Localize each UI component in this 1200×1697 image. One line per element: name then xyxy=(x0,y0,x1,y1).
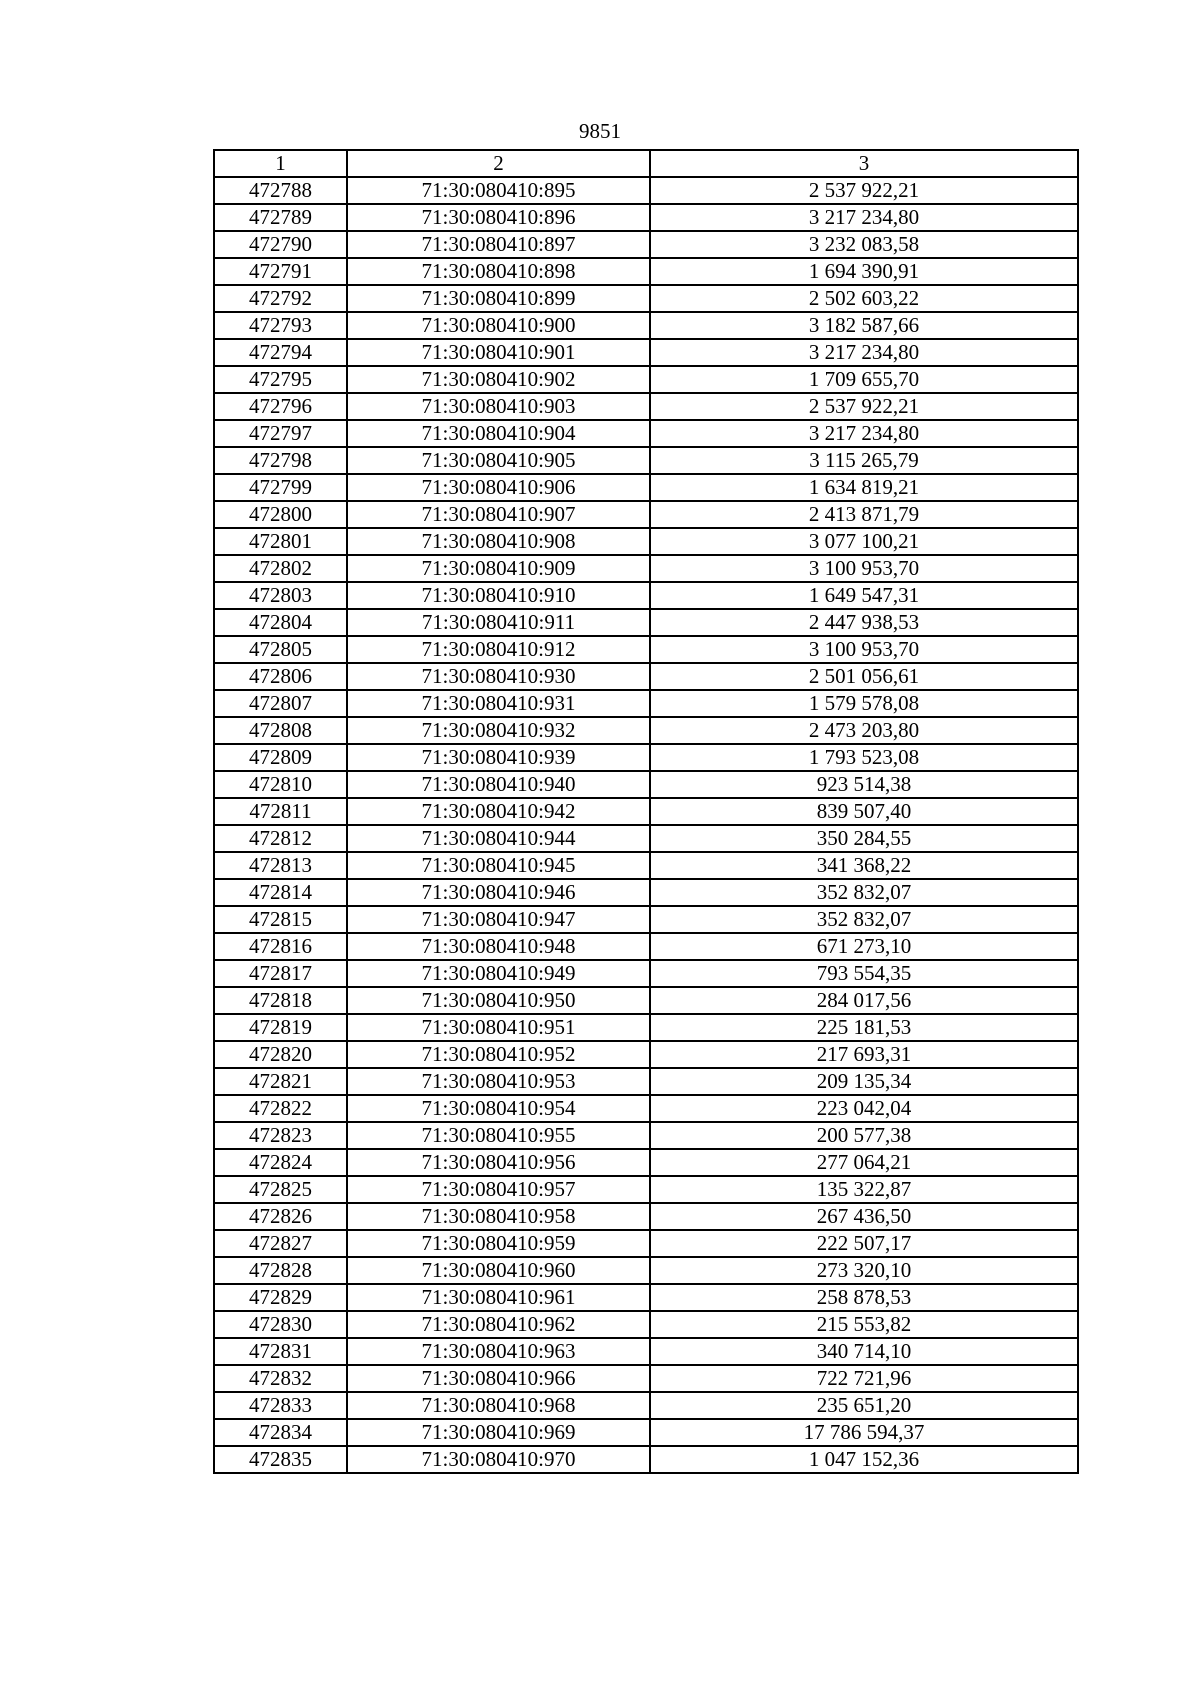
table-row xyxy=(214,204,1078,231)
row-number-cell: 472792 xyxy=(214,285,347,312)
value-cell: 352 832,07 xyxy=(650,879,1078,906)
cadastral-number-cell: 71:30:080410:902 xyxy=(347,366,650,393)
row-number-cell: 472803 xyxy=(214,582,347,609)
cadastral-number-cell: 71:30:080410:899 xyxy=(347,285,650,312)
cadastral-number-cell: 71:30:080410:958 xyxy=(347,1203,650,1230)
table-row xyxy=(214,906,1078,933)
cadastral-number-cell: 71:30:080410:908 xyxy=(347,528,650,555)
cadastral-number-cell: 71:30:080410:954 xyxy=(347,1095,650,1122)
cadastral-number-cell: 71:30:080410:949 xyxy=(347,960,650,987)
value-cell: 135 322,87 xyxy=(650,1176,1078,1203)
table-row xyxy=(214,744,1078,771)
cadastral-number-cell: 71:30:080410:966 xyxy=(347,1365,650,1392)
cadastral-number-cell: 71:30:080410:957 xyxy=(347,1176,650,1203)
table-row xyxy=(214,852,1078,879)
table-row xyxy=(214,1176,1078,1203)
cadastral-number-cell: 71:30:080410:895 xyxy=(347,177,650,204)
value-cell: 1 709 655,70 xyxy=(650,366,1078,393)
cadastral-number-cell: 71:30:080410:960 xyxy=(347,1257,650,1284)
value-cell: 225 181,53 xyxy=(650,1014,1078,1041)
row-number-cell: 472813 xyxy=(214,852,347,879)
value-cell: 3 217 234,80 xyxy=(650,339,1078,366)
table-row xyxy=(214,1365,1078,1392)
row-number-cell: 472809 xyxy=(214,744,347,771)
row-number-cell: 472833 xyxy=(214,1392,347,1419)
row-number-cell: 472819 xyxy=(214,1014,347,1041)
value-cell: 267 436,50 xyxy=(650,1203,1078,1230)
table-row xyxy=(214,609,1078,636)
row-number-cell: 472822 xyxy=(214,1095,347,1122)
value-cell: 352 832,07 xyxy=(650,906,1078,933)
table-row xyxy=(214,1014,1078,1041)
cadastral-number-cell: 71:30:080410:903 xyxy=(347,393,650,420)
value-cell: 341 368,22 xyxy=(650,852,1078,879)
value-cell: 722 721,96 xyxy=(650,1365,1078,1392)
column-number-2: 2 xyxy=(347,150,650,177)
table-row xyxy=(214,1095,1078,1122)
table-row xyxy=(214,1149,1078,1176)
table-row xyxy=(214,582,1078,609)
cadastral-number-cell: 71:30:080410:952 xyxy=(347,1041,650,1068)
table-row xyxy=(214,177,1078,204)
table-row xyxy=(214,312,1078,339)
table-row xyxy=(214,1257,1078,1284)
row-number-cell: 472800 xyxy=(214,501,347,528)
cadastral-number-cell: 71:30:080410:901 xyxy=(347,339,650,366)
row-number-cell: 472821 xyxy=(214,1068,347,1095)
value-cell: 1 634 819,21 xyxy=(650,474,1078,501)
row-number-cell: 472830 xyxy=(214,1311,347,1338)
row-number-cell: 472804 xyxy=(214,609,347,636)
table-row xyxy=(214,1203,1078,1230)
value-cell: 200 577,38 xyxy=(650,1122,1078,1149)
value-cell: 273 320,10 xyxy=(650,1257,1078,1284)
row-number-cell: 472818 xyxy=(214,987,347,1014)
value-cell: 215 553,82 xyxy=(650,1311,1078,1338)
value-cell: 3 100 953,70 xyxy=(650,636,1078,663)
column-number-3: 3 xyxy=(650,150,1078,177)
value-cell: 209 135,34 xyxy=(650,1068,1078,1095)
table-row xyxy=(214,258,1078,285)
table-row xyxy=(214,717,1078,744)
cadastral-number-cell: 71:30:080410:898 xyxy=(347,258,650,285)
value-cell: 284 017,56 xyxy=(650,987,1078,1014)
row-number-cell: 472827 xyxy=(214,1230,347,1257)
value-cell: 1 649 547,31 xyxy=(650,582,1078,609)
registry-table-wrapper xyxy=(213,149,1079,1474)
value-cell: 2 473 203,80 xyxy=(650,717,1078,744)
row-number-cell: 472797 xyxy=(214,420,347,447)
row-number-cell: 472829 xyxy=(214,1284,347,1311)
value-cell: 1 047 152,36 xyxy=(650,1446,1078,1473)
value-cell: 350 284,55 xyxy=(650,825,1078,852)
value-cell: 3 217 234,80 xyxy=(650,204,1078,231)
row-number-cell: 472825 xyxy=(214,1176,347,1203)
table-row xyxy=(214,1284,1078,1311)
cadastral-number-cell: 71:30:080410:931 xyxy=(347,690,650,717)
value-cell: 1 694 390,91 xyxy=(650,258,1078,285)
table-row xyxy=(214,987,1078,1014)
cadastral-number-cell: 71:30:080410:962 xyxy=(347,1311,650,1338)
row-number-cell: 472788 xyxy=(214,177,347,204)
value-cell: 223 042,04 xyxy=(650,1095,1078,1122)
row-number-cell: 472806 xyxy=(214,663,347,690)
value-cell: 340 714,10 xyxy=(650,1338,1078,1365)
table-row xyxy=(214,555,1078,582)
table-row xyxy=(214,393,1078,420)
value-cell: 3 232 083,58 xyxy=(650,231,1078,258)
cadastral-number-cell: 71:30:080410:969 xyxy=(347,1419,650,1446)
row-number-cell: 472823 xyxy=(214,1122,347,1149)
table-row xyxy=(214,798,1078,825)
cadastral-number-cell: 71:30:080410:946 xyxy=(347,879,650,906)
value-cell: 3 077 100,21 xyxy=(650,528,1078,555)
cadastral-number-cell: 71:30:080410:968 xyxy=(347,1392,650,1419)
value-cell: 258 878,53 xyxy=(650,1284,1078,1311)
row-number-cell: 472802 xyxy=(214,555,347,582)
row-number-cell: 472791 xyxy=(214,258,347,285)
row-number-cell: 472815 xyxy=(214,906,347,933)
table-row xyxy=(214,285,1078,312)
cadastral-number-cell: 71:30:080410:896 xyxy=(347,204,650,231)
cadastral-number-cell: 71:30:080410:906 xyxy=(347,474,650,501)
cadastral-number-cell: 71:30:080410:940 xyxy=(347,771,650,798)
row-number-cell: 472789 xyxy=(214,204,347,231)
registry-table-body xyxy=(214,150,1078,1473)
table-row xyxy=(214,636,1078,663)
table-row xyxy=(214,1122,1078,1149)
cadastral-number-cell: 71:30:080410:948 xyxy=(347,933,650,960)
value-cell: 3 217 234,80 xyxy=(650,420,1078,447)
value-cell: 217 693,31 xyxy=(650,1041,1078,1068)
table-row xyxy=(214,474,1078,501)
cadastral-number-cell: 71:30:080410:961 xyxy=(347,1284,650,1311)
cadastral-number-cell: 71:30:080410:942 xyxy=(347,798,650,825)
cadastral-number-cell: 71:30:080410:945 xyxy=(347,852,650,879)
cadastral-number-cell: 71:30:080410:897 xyxy=(347,231,650,258)
cadastral-number-cell: 71:30:080410:970 xyxy=(347,1446,650,1473)
column-number-row xyxy=(214,150,1078,177)
row-number-cell: 472793 xyxy=(214,312,347,339)
row-number-cell: 472824 xyxy=(214,1149,347,1176)
row-number-cell: 472805 xyxy=(214,636,347,663)
value-cell: 17 786 594,37 xyxy=(650,1419,1078,1446)
table-row xyxy=(214,771,1078,798)
value-cell: 923 514,38 xyxy=(650,771,1078,798)
cadastral-number-cell: 71:30:080410:907 xyxy=(347,501,650,528)
cadastral-number-cell: 71:30:080410:947 xyxy=(347,906,650,933)
row-number-cell: 472820 xyxy=(214,1041,347,1068)
table-row xyxy=(214,933,1078,960)
cadastral-number-cell: 71:30:080410:910 xyxy=(347,582,650,609)
row-number-cell: 472801 xyxy=(214,528,347,555)
row-number-cell: 472826 xyxy=(214,1203,347,1230)
row-number-cell: 472810 xyxy=(214,771,347,798)
table-row xyxy=(214,960,1078,987)
table-row xyxy=(214,1068,1078,1095)
value-cell: 2 447 938,53 xyxy=(650,609,1078,636)
cadastral-number-cell: 71:30:080410:959 xyxy=(347,1230,650,1257)
value-cell: 3 100 953,70 xyxy=(650,555,1078,582)
table-row xyxy=(214,231,1078,258)
table-row xyxy=(214,420,1078,447)
row-number-cell: 472796 xyxy=(214,393,347,420)
cadastral-number-cell: 71:30:080410:904 xyxy=(347,420,650,447)
value-cell: 2 413 871,79 xyxy=(650,501,1078,528)
cadastral-number-cell: 71:30:080410:963 xyxy=(347,1338,650,1365)
value-cell: 235 651,20 xyxy=(650,1392,1078,1419)
row-number-cell: 472835 xyxy=(214,1446,347,1473)
value-cell: 793 554,35 xyxy=(650,960,1078,987)
row-number-cell: 472790 xyxy=(214,231,347,258)
value-cell: 839 507,40 xyxy=(650,798,1078,825)
table-row xyxy=(214,1041,1078,1068)
table-row xyxy=(214,501,1078,528)
cadastral-number-cell: 71:30:080410:951 xyxy=(347,1014,650,1041)
value-cell: 2 537 922,21 xyxy=(650,177,1078,204)
value-cell: 277 064,21 xyxy=(650,1149,1078,1176)
table-row xyxy=(214,339,1078,366)
row-number-cell: 472816 xyxy=(214,933,347,960)
table-row xyxy=(214,690,1078,717)
row-number-cell: 472812 xyxy=(214,825,347,852)
cadastral-number-cell: 71:30:080410:950 xyxy=(347,987,650,1014)
cadastral-number-cell: 71:30:080410:932 xyxy=(347,717,650,744)
table-row xyxy=(214,1446,1078,1473)
page-number: 9851 xyxy=(579,119,621,143)
table-row xyxy=(214,1419,1078,1446)
row-number-cell: 472794 xyxy=(214,339,347,366)
row-number-cell: 472798 xyxy=(214,447,347,474)
table-row xyxy=(214,366,1078,393)
table-row xyxy=(214,663,1078,690)
value-cell: 671 273,10 xyxy=(650,933,1078,960)
row-number-cell: 472814 xyxy=(214,879,347,906)
cadastral-number-cell: 71:30:080410:944 xyxy=(347,825,650,852)
table-row xyxy=(214,447,1078,474)
row-number-cell: 472807 xyxy=(214,690,347,717)
table-row xyxy=(214,1338,1078,1365)
row-number-cell: 472831 xyxy=(214,1338,347,1365)
table-row xyxy=(214,528,1078,555)
row-number-cell: 472799 xyxy=(214,474,347,501)
cadastral-number-cell: 71:30:080410:905 xyxy=(347,447,650,474)
registry-table xyxy=(213,149,1079,1474)
value-cell: 2 537 922,21 xyxy=(650,393,1078,420)
cadastral-number-cell: 71:30:080410:911 xyxy=(347,609,650,636)
row-number-cell: 472795 xyxy=(214,366,347,393)
column-number-1: 1 xyxy=(214,150,347,177)
row-number-cell: 472828 xyxy=(214,1257,347,1284)
value-cell: 3 182 587,66 xyxy=(650,312,1078,339)
table-row xyxy=(214,825,1078,852)
value-cell: 1 579 578,08 xyxy=(650,690,1078,717)
value-cell: 2 501 056,61 xyxy=(650,663,1078,690)
table-row xyxy=(214,1230,1078,1257)
table-row xyxy=(214,879,1078,906)
value-cell: 3 115 265,79 xyxy=(650,447,1078,474)
value-cell: 2 502 603,22 xyxy=(650,285,1078,312)
row-number-cell: 472817 xyxy=(214,960,347,987)
value-cell: 1 793 523,08 xyxy=(650,744,1078,771)
row-number-cell: 472832 xyxy=(214,1365,347,1392)
cadastral-number-cell: 71:30:080410:953 xyxy=(347,1068,650,1095)
cadastral-number-cell: 71:30:080410:956 xyxy=(347,1149,650,1176)
cadastral-number-cell: 71:30:080410:900 xyxy=(347,312,650,339)
table-row xyxy=(214,1392,1078,1419)
row-number-cell: 472811 xyxy=(214,798,347,825)
value-cell: 222 507,17 xyxy=(650,1230,1078,1257)
cadastral-number-cell: 71:30:080410:909 xyxy=(347,555,650,582)
cadastral-number-cell: 71:30:080410:939 xyxy=(347,744,650,771)
cadastral-number-cell: 71:30:080410:912 xyxy=(347,636,650,663)
row-number-cell: 472808 xyxy=(214,717,347,744)
row-number-cell: 472834 xyxy=(214,1419,347,1446)
cadastral-number-cell: 71:30:080410:930 xyxy=(347,663,650,690)
cadastral-number-cell: 71:30:080410:955 xyxy=(347,1122,650,1149)
table-row xyxy=(214,1311,1078,1338)
